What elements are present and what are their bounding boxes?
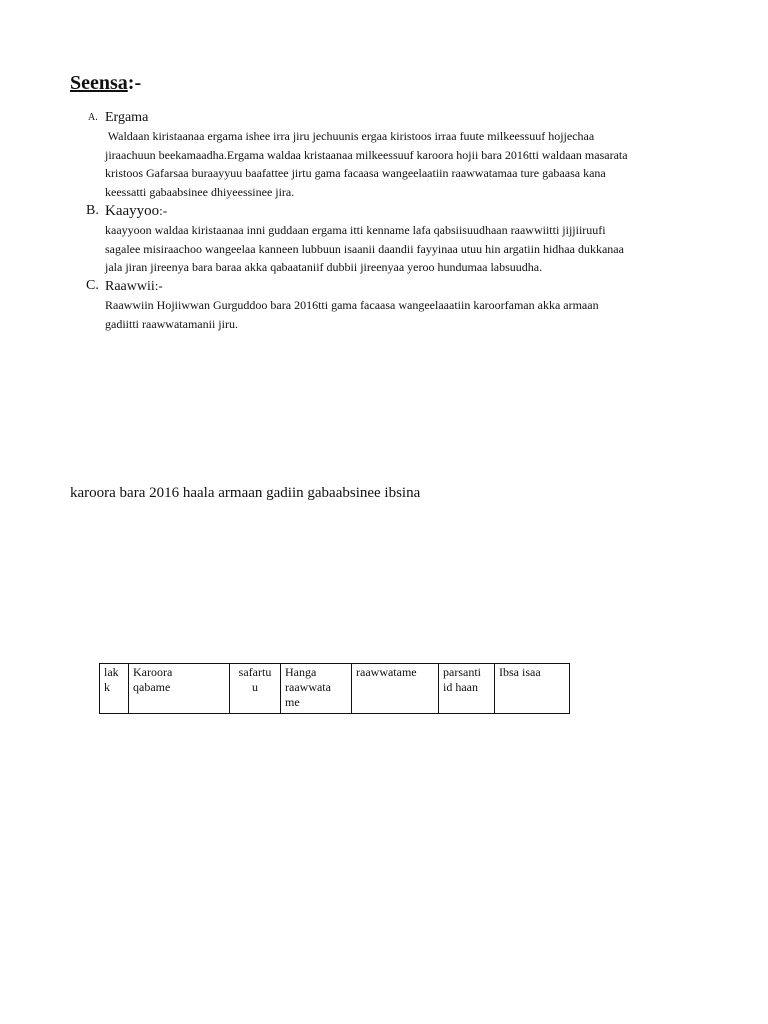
plan-table	[99, 663, 570, 714]
heading-title: Seensa	[70, 72, 128, 94]
section-marker: C.	[86, 278, 99, 293]
header-line: id haan	[443, 680, 478, 694]
header-line: raawwata	[285, 680, 331, 694]
header-line: lak	[104, 665, 119, 679]
body-line: jala jiran jireenya bara baraa akka qabaataniif dubbii jireenyaa yeroo hundumaa labsuudha.	[105, 260, 543, 274]
header-line: me	[285, 695, 300, 709]
header-cell-raawwatame	[352, 664, 439, 714]
header-line: raawwatame	[356, 665, 417, 679]
header-cell-ibsa	[495, 664, 570, 714]
document-heading	[70, 71, 141, 95]
header-line: parsanti	[443, 665, 481, 679]
header-cell-lakk	[100, 664, 129, 714]
section-title	[105, 201, 167, 221]
section-title-text: Kaayyoo	[105, 203, 160, 219]
section-title-text: Raawwii	[105, 279, 155, 294]
section-title	[105, 276, 163, 297]
section-marker: B.	[86, 203, 99, 218]
section-marker: A.	[88, 112, 98, 123]
table-header-row	[100, 664, 570, 714]
body-line: keessatti gabaabsinee dhiyeessinee jira.	[105, 184, 295, 199]
header-line: u	[252, 680, 258, 694]
section-body	[105, 296, 705, 333]
header-line: Hanga	[285, 665, 317, 679]
header-line: Karoora	[133, 665, 173, 679]
body-line: Raawwiin Hojiiwwan Gurguddoo bara 2016tti gama facaasa wangeelaaatiin karoorfaman akka armaan	[105, 298, 599, 312]
header-line: qabame	[133, 680, 171, 694]
body-line: sagalee misiraachoo wangeelaa kanneen lubbuun isaanii daandii fayyinaa utuu hin argatiin hidhaa dukkanaa	[105, 241, 624, 256]
body-line: Waldaan kiristaanaa ergama ishee irra jiru jechuunis ergaa kiristoos irraa fuute milkeessuuf hojjechaa	[105, 129, 595, 143]
section-title-suffix: :-	[159, 203, 168, 218]
body-line: jiraachuun beekamaadha.Ergama waldaa kristaanaa milkeessuuf karoora hojii bara 2016tti waldaan masarata	[105, 147, 628, 162]
section-title-text: Ergama	[105, 110, 149, 125]
body-line: kristoos Gafarsaa buraayyuu baafattee jirtu gama facaasa wangeelaatiin raawwatamaa ture gabaasa kana	[105, 166, 606, 180]
plan-subheading: karoora bara 2016 haala armaan gadiin gabaabsinee ibsina	[70, 485, 421, 501]
section-title	[105, 107, 148, 128]
header-line: Ibsa isaa	[499, 665, 541, 679]
section-body	[105, 127, 705, 201]
header-cell-safartuu	[230, 664, 281, 714]
header-line: safartu	[238, 665, 272, 679]
header-cell-hanga	[281, 664, 352, 714]
header-cell-karoora	[129, 664, 230, 714]
section-body	[105, 221, 705, 277]
header-line: k	[104, 680, 110, 694]
header-cell-parsantii	[439, 664, 495, 714]
body-line: kaayyoon waldaa kiristaanaa inni guddaan ergama itti kenname lafa qabsiisuudhaan raawwiitti jijjiiruufi	[105, 223, 606, 237]
heading-suffix: :-	[127, 72, 142, 94]
body-line: gadiitti raawwatamanii jiru.	[105, 316, 238, 331]
section-title-suffix: :-	[154, 278, 163, 293]
